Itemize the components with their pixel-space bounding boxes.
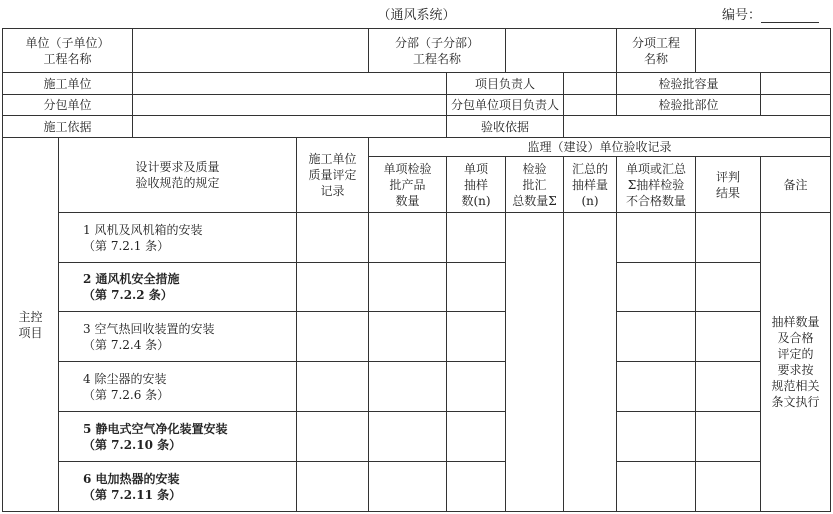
label-batch-part: 检验批部位 <box>617 95 761 116</box>
cell-total-sample[interactable] <box>564 213 617 512</box>
form-number <box>722 4 819 23</box>
cell-nonconforming-6[interactable] <box>617 462 696 512</box>
cell-eval-4[interactable] <box>297 362 369 412</box>
label-project-manager: 项目负责人 <box>447 73 564 95</box>
main-item-5: 5 静电式空气净化装置安装 （第 7.2.10 条） <box>59 412 297 462</box>
value-construction-basis[interactable] <box>133 116 447 138</box>
main-control-label: 主控 项目 <box>3 138 59 512</box>
main-item-3: 3 空气热回收装置的安装 （第 7.2.4 条） <box>59 312 297 362</box>
header-judgement: 评判 结果 <box>696 157 761 213</box>
label-unit-name: 单位（子单位） 工程名称 <box>3 29 133 73</box>
cell-nonconforming-3[interactable] <box>617 312 696 362</box>
main-item-2: 2 通风机安全措施 （第 7.2.2 条） <box>59 263 297 312</box>
cell-judgement-1[interactable] <box>696 213 761 263</box>
cell-eval-5[interactable] <box>297 412 369 462</box>
label-acceptance-basis: 验收依据 <box>447 116 564 138</box>
cell-eval-2[interactable] <box>297 263 369 312</box>
value-batch-part[interactable] <box>761 95 831 116</box>
header-remarks: 备注 <box>761 157 831 213</box>
label-construction-basis: 施工依据 <box>3 116 133 138</box>
cell-batch-qty-5[interactable] <box>369 412 447 462</box>
value-subcontractor[interactable] <box>133 95 447 116</box>
cell-sample-qty-5[interactable] <box>447 412 506 462</box>
label-construction-unit: 施工单位 <box>3 73 133 95</box>
header-single-sample-qty: 单项 抽样 数(n) <box>447 157 506 213</box>
value-project-manager[interactable] <box>564 73 617 95</box>
label-division-name: 分部（子分部） 工程名称 <box>369 29 506 73</box>
header-total-sample: 汇总的 抽样量 (n) <box>564 157 617 213</box>
cell-judgement-5[interactable] <box>696 412 761 462</box>
form-subtitle: （通风系统） <box>377 8 456 23</box>
cell-batch-qty-4[interactable] <box>369 362 447 412</box>
value-division-name[interactable] <box>506 29 617 73</box>
header-design-requirements: 设计要求及质量 验收规范的规定 <box>59 138 297 213</box>
cell-sample-qty-2[interactable] <box>447 263 506 312</box>
header-contractor-eval: 施工单位 质量评定 记录 <box>297 138 369 213</box>
cell-judgement-6[interactable] <box>696 462 761 512</box>
cell-sample-qty-4[interactable] <box>447 362 506 412</box>
cell-judgement-2[interactable] <box>696 263 761 312</box>
value-construction-unit[interactable] <box>133 73 447 95</box>
label-sub-project-manager: 分包单位项目负责人 <box>447 95 564 116</box>
cell-nonconforming-2[interactable] <box>617 263 696 312</box>
main-item-4: 4 除尘器的安装 （第 7.2.6 条） <box>59 362 297 412</box>
inspection-form-table <box>2 28 831 512</box>
form-number-field[interactable] <box>761 9 819 23</box>
cell-batch-qty-3[interactable] <box>369 312 447 362</box>
cell-nonconforming-1[interactable] <box>617 213 696 263</box>
cell-eval-3[interactable] <box>297 312 369 362</box>
cell-eval-6[interactable] <box>297 462 369 512</box>
cell-judgement-3[interactable] <box>696 312 761 362</box>
main-item-1: 1 风机及风机箱的安装 （第 7.2.1 条） <box>59 213 297 263</box>
cell-eval-1[interactable] <box>297 213 369 263</box>
label-subitem-name: 分项工程 名称 <box>617 29 696 73</box>
label-batch-capacity: 检验批容量 <box>617 73 761 95</box>
cell-batch-qty-1[interactable] <box>369 213 447 263</box>
value-batch-capacity[interactable] <box>761 73 831 95</box>
cell-sample-qty-6[interactable] <box>447 462 506 512</box>
cell-batch-total[interactable] <box>506 213 564 512</box>
main-item-6: 6 电加热器的安装 （第 7.2.11 条） <box>59 462 297 512</box>
cell-batch-qty-2[interactable] <box>369 263 447 312</box>
form-number-label: 编号： <box>721 8 761 23</box>
header-supervisor-group: 监理（建设）单位验收记录 <box>369 138 831 157</box>
cell-nonconforming-5[interactable] <box>617 412 696 462</box>
cell-batch-qty-6[interactable] <box>369 462 447 512</box>
label-subcontractor: 分包单位 <box>3 95 133 116</box>
header-batch-total: 检验 批汇 总数量Σ <box>506 157 564 213</box>
cell-judgement-4[interactable] <box>696 362 761 412</box>
header-single-batch-qty: 单项检验 批产品 数量 <box>369 157 447 213</box>
value-sub-project-manager[interactable] <box>564 95 617 116</box>
cell-sample-qty-3[interactable] <box>447 312 506 362</box>
value-unit-name[interactable] <box>133 29 369 73</box>
value-acceptance-basis[interactable] <box>564 116 831 138</box>
cell-nonconforming-4[interactable] <box>617 362 696 412</box>
header-nonconforming: 单项或汇总 Σ抽样检验 不合格数量 <box>617 157 696 213</box>
cell-sample-qty-1[interactable] <box>447 213 506 263</box>
value-subitem-name[interactable] <box>696 29 831 73</box>
main-control-note: 抽样数量 及合格 评定的 要求按 规范相关 条文执行 <box>761 213 831 512</box>
